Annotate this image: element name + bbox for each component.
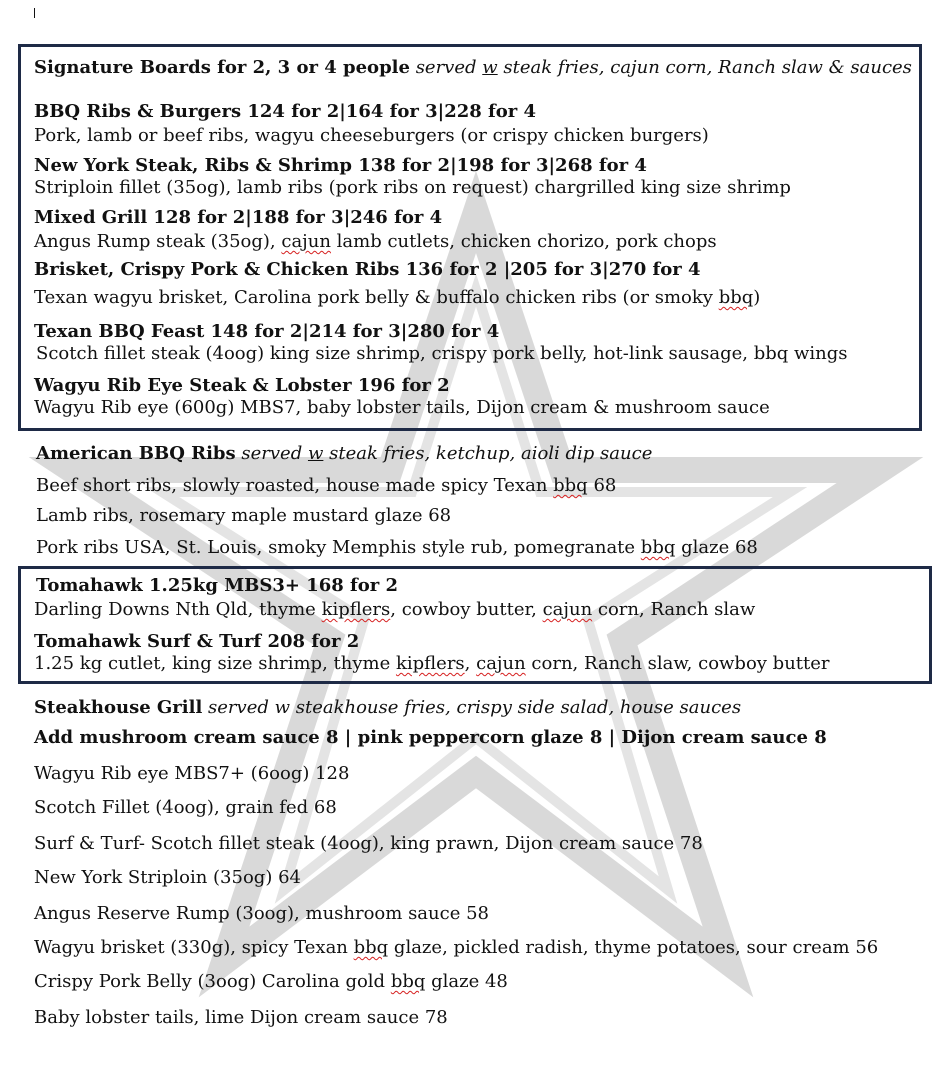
- desc-part: lamb cutlets, chicken chorizo, pork chops: [330, 231, 717, 252]
- served-rest: steak fries, cajun corn, Ranch slaw & sauces: [497, 57, 912, 78]
- steakhouse-served-note: served w steakhouse fries, crispy side salad, house sauces: [208, 697, 742, 718]
- signature-heading-line: [34, 57, 912, 79]
- item-part: Wagyu brisket (330g), spicy Texan: [34, 937, 354, 958]
- bbq-ribs-item: [36, 475, 616, 497]
- steakhouse-item: Wagyu Rib eye MBS7+ (6oog) 128: [34, 763, 350, 784]
- spell-flagged-word: bbq: [718, 287, 754, 308]
- item-part: 68: [587, 475, 617, 496]
- signature-item-desc: [34, 231, 717, 253]
- tomahawk-item-desc: [34, 653, 830, 675]
- tomahawk-item-title: Tomahawk Surf & Turf 208 for 2: [34, 631, 360, 652]
- tomahawk-item-desc: [34, 599, 755, 621]
- spell-flagged-word: bbq: [353, 937, 389, 958]
- steakhouse-item: Angus Reserve Rump (3oog), mushroom sauce 58: [34, 903, 489, 924]
- signature-item-title: Brisket, Crispy Pork & Chicken Ribs 136 for 2 |205 for 3|270 for 4: [34, 259, 701, 280]
- signature-heading: Signature Boards for 2, 3 or 4 people: [34, 57, 410, 78]
- steakhouse-item: [34, 937, 878, 959]
- steakhouse-item: Baby lobster tails, lime Dijon cream sauce 78: [34, 1007, 448, 1028]
- text-cursor: [34, 8, 35, 18]
- item-part: Crispy Pork Belly (3oog) Carolina gold: [34, 971, 391, 992]
- item-part: glaze, pickled radish, thyme potatoes, sour cream 56: [388, 937, 879, 958]
- bbq-ribs-served-note: [241, 443, 652, 464]
- steakhouse-heading: Steakhouse Grill: [34, 697, 203, 718]
- spell-flagged-word: bbq: [553, 475, 588, 496]
- bbq-ribs-item: [36, 537, 758, 559]
- served-w: w: [307, 443, 324, 464]
- signature-item-desc: Striploin fillet (35og), lamb ribs (pork ribs on request) chargrilled king size shrimp: [34, 177, 791, 198]
- signature-item-desc: Pork, lamb or beef ribs, wagyu cheeseburgers (or crispy chicken burgers): [34, 125, 709, 146]
- desc-part: ): [753, 287, 761, 308]
- steakhouse-heading-line: [34, 697, 741, 719]
- desc-part: Texan wagyu brisket, Carolina pork belly & buffalo chicken ribs (or smoky: [34, 287, 719, 308]
- spell-flagged-word: bbq: [640, 537, 676, 558]
- desc-part: Darling Downs Nth Qld, thyme: [34, 599, 322, 620]
- spell-flagged-word: cajun: [476, 653, 526, 674]
- desc-part: Angus Rump steak (35og),: [34, 231, 282, 252]
- signature-item-title: New York Steak, Ribs & Shrimp 138 for 2|198 for 3|268 for 4: [34, 155, 647, 176]
- steakhouse-item: New York Striploin (35og) 64: [34, 867, 301, 888]
- desc-part: 1.25 kg cutlet, king size shrimp, thyme: [34, 653, 396, 674]
- signature-item-title: Texan BBQ Feast 148 for 2|214 for 3|280 for 4: [34, 321, 500, 342]
- signature-served-note: [416, 57, 912, 78]
- bbq-ribs-heading: American BBQ Ribs: [36, 443, 236, 464]
- signature-item-desc: Wagyu Rib eye (600g) MBS7, baby lobster tails, Dijon cream & mushroom sauce: [34, 397, 770, 418]
- item-part: Pork ribs USA, St. Louis, smoky Memphis style rub, pomegranate: [36, 537, 641, 558]
- desc-part: corn, Ranch slaw: [592, 599, 756, 620]
- steakhouse-item: [34, 971, 508, 993]
- signature-item-desc: Scotch fillet steak (4oog) king size shrimp, crispy pork belly, hot-link sausage, bbq wings: [36, 343, 848, 364]
- tomahawk-item-title: Tomahawk 1.25kg MBS3+ 168 for 2: [36, 575, 399, 596]
- signature-item-title: Wagyu Rib Eye Steak & Lobster 196 for 2: [34, 375, 450, 396]
- served-prefix: served: [241, 443, 308, 464]
- spell-flagged-word: cajun: [542, 599, 593, 620]
- signature-item-desc: [34, 287, 760, 309]
- spell-flagged-word: kipflers: [321, 599, 391, 620]
- desc-part: , cowboy butter,: [390, 599, 543, 620]
- steakhouse-item: Scotch Fillet (4oog), grain fed 68: [34, 797, 337, 818]
- bbq-ribs-heading-line: [36, 443, 652, 465]
- steakhouse-item: Surf & Turf- Scotch fillet steak (4oog), king prawn, Dijon cream sauce 78: [34, 833, 703, 854]
- item-part: glaze 48: [425, 971, 508, 992]
- served-prefix: served: [415, 57, 483, 78]
- bbq-ribs-item: Lamb ribs, rosemary maple mustard glaze 68: [36, 505, 452, 526]
- served-w: w: [482, 57, 498, 78]
- spell-flagged-word: kipflers: [395, 653, 465, 674]
- spell-flagged-word: bbq: [390, 971, 426, 992]
- served-rest: steak fries, ketchup, aioli dip sauce: [323, 443, 653, 464]
- signature-item-title: Mixed Grill 128 for 2|188 for 3|246 for 4: [34, 207, 443, 228]
- steakhouse-addons: Add mushroom cream sauce 8 | pink peppercorn glaze 8 | Dijon cream sauce 8: [34, 727, 827, 748]
- spell-flagged-word: cajun: [281, 231, 331, 252]
- desc-part: corn, Ranch slaw, cowboy butter: [525, 653, 830, 674]
- desc-part: ,: [464, 653, 477, 674]
- signature-item-title: BBQ Ribs & Burgers 124 for 2|164 for 3|228 for 4: [34, 101, 537, 122]
- item-part: glaze 68: [675, 537, 758, 558]
- item-part: Beef short ribs, slowly roasted, house made spicy Texan: [36, 475, 554, 496]
